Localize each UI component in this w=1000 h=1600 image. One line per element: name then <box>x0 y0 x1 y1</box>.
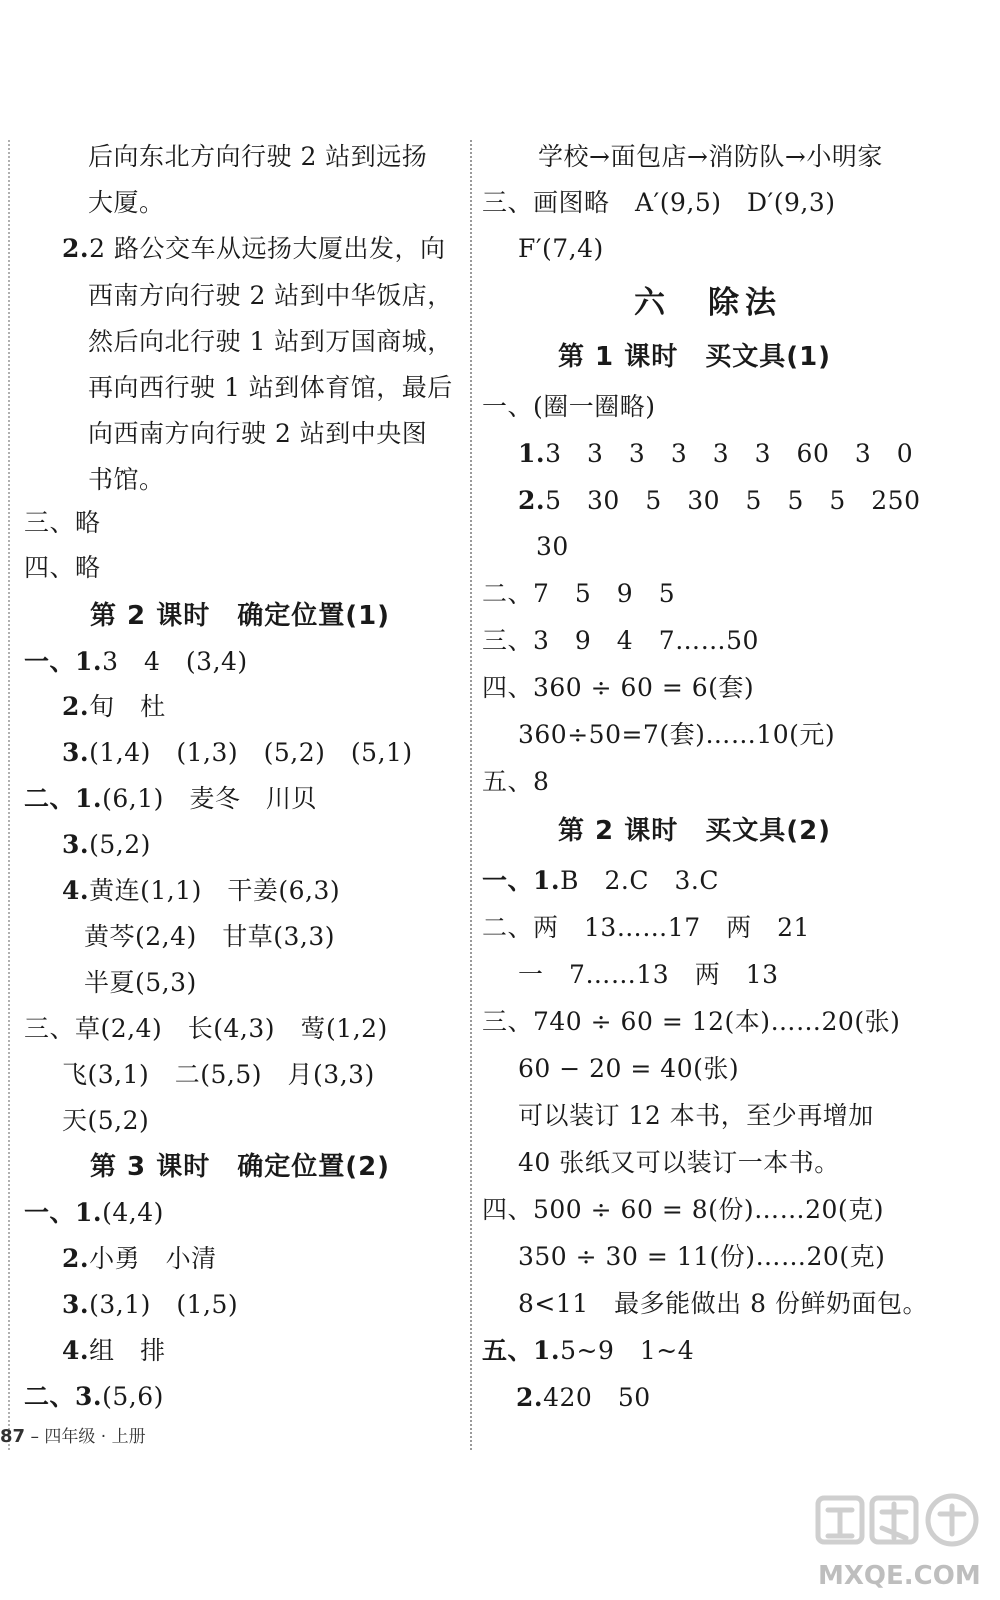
answer-line: 四、360 ÷ 60 = 6(套) <box>482 673 755 702</box>
answer-line: 350 ÷ 30 = 11(份)……20(克) <box>518 1242 886 1271</box>
watermark-logo <box>812 1488 992 1596</box>
footer-dash: – <box>30 1427 39 1447</box>
answer-line: 40 张纸又可以装订一本书。 <box>518 1148 840 1177</box>
answer-line: 4.组 排 <box>62 1336 166 1365</box>
chapter-title: 六 除法 <box>634 285 782 321</box>
answer-line: 2.旬 杜 <box>62 692 166 721</box>
page-number: 87 <box>0 1426 26 1447</box>
answer-line: 2.5 30 5 30 5 5 5 250 <box>518 486 921 515</box>
lesson-heading: 第 2 课时 确定位置(1) <box>90 601 391 631</box>
answer-line: 一、1.B 2.C 3.C <box>482 866 719 895</box>
answer-line: 五、8 <box>482 767 550 796</box>
answer-line: 4.黄连(1,1) 干姜(6,3) <box>62 876 341 905</box>
answer-line: 3.(1,4) (1,3) (5,2) (5,1) <box>62 738 413 767</box>
answer-line: 然后向北行驶 1 站到万国商城， <box>88 327 453 356</box>
answer-line: 360÷50=7(套)……10(元) <box>518 720 836 749</box>
answer-line: 三、草(2,4) 长(4,3) 莺(1,2) <box>24 1014 388 1043</box>
answer-line: 三、画图略 A′(9,5) D′(9,3) <box>482 188 836 217</box>
page-footer <box>0 1422 146 1447</box>
svg-text:MXQE.COM: MXQE.COM <box>818 1561 981 1591</box>
answer-line: 三、740 ÷ 60 = 12(本)……20(张) <box>482 1007 901 1036</box>
answer-line: 三、略 <box>24 508 101 537</box>
answer-line: 2.小勇 小清 <box>62 1244 217 1273</box>
answer-line: 60 − 20 = 40(张) <box>518 1054 740 1083</box>
answer-line: 1.3 3 3 3 3 3 60 3 0 <box>518 439 914 468</box>
answer-line: 2.420 50 <box>516 1383 651 1412</box>
answer-line: 后向东北方向行驶 2 站到远扬 <box>88 142 428 171</box>
lesson-heading: 第 2 课时 买文具(2) <box>558 816 832 846</box>
answer-line: 3.(3,1) (1,5) <box>62 1290 239 1319</box>
answer-line: 一 7……13 两 13 <box>518 960 779 989</box>
left-edge-rule <box>8 140 10 1450</box>
answer-line: 天(5,2) <box>62 1106 150 1135</box>
answer-line: 四、略 <box>24 553 101 582</box>
column-divider <box>470 140 472 1450</box>
lesson-heading: 第 3 课时 确定位置(2) <box>90 1152 391 1182</box>
answer-line: 二、1.(6,1) 麦冬 川贝 <box>24 784 317 813</box>
lesson-heading: 第 1 课时 买文具(1) <box>558 342 832 372</box>
answer-line: 书馆。 <box>88 465 165 494</box>
answer-line: 一、(圈一圈略) <box>482 392 656 421</box>
answer-line: 大厦。 <box>88 188 165 217</box>
answer-line: 向西南方向行驶 2 站到中央图 <box>88 419 428 448</box>
answer-line: F′(7,4) <box>518 234 604 263</box>
answer-line: 二、3.(5,6) <box>24 1382 164 1411</box>
answer-line: 可以装订 12 本书，至少再增加 <box>518 1101 874 1130</box>
answer-line: 2.2 路公交车从远扬大厦出发，向 <box>62 234 446 263</box>
answer-line: 学校→面包店→消防队→小明家 <box>538 142 883 171</box>
answer-line: 半夏(5,3) <box>84 968 197 997</box>
answer-line: 一、1.3 4 (3,4) <box>24 647 248 676</box>
answer-line: 二、两 13……17 两 21 <box>482 913 810 942</box>
answer-line: 飞(3,1) 二(5,5) 月(3,3) <box>62 1060 375 1089</box>
answer-line: 一、1.(4,4) <box>24 1198 164 1227</box>
answer-line: 黄芩(2,4) 甘草(3,3) <box>84 922 336 951</box>
answer-line: 再向西行驶 1 站到体育馆，最后 <box>88 373 453 402</box>
answer-line: 五、1.5~9 1~4 <box>482 1336 695 1365</box>
answer-line: 西南方向行驶 2 站到中华饭店， <box>88 281 453 310</box>
answer-line: 8<11 最多能做出 8 份鲜奶面包。 <box>518 1289 928 1318</box>
grade-label: 四年级 · 上册 <box>44 1427 146 1447</box>
answer-line: 四、500 ÷ 60 = 8(份)……20(克) <box>482 1195 884 1224</box>
answer-line: 二、7 5 9 5 <box>482 579 676 608</box>
answer-line: 3.(5,2) <box>62 830 151 859</box>
answer-line: 三、3 9 4 7……50 <box>482 626 759 655</box>
answer-line: 30 <box>536 532 569 561</box>
